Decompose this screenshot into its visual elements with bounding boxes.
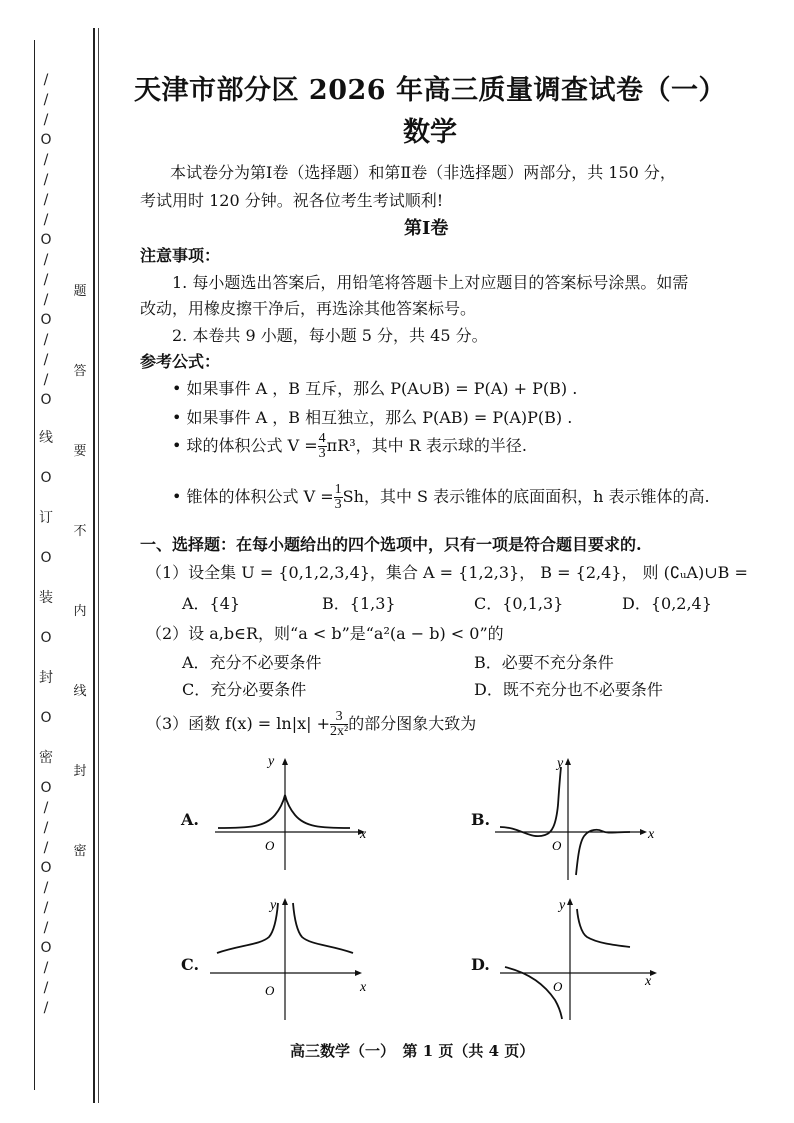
intro-line-1: 本试卷分为第Ⅰ卷（选择题）和第Ⅱ卷（非选择题）两部分，共 150 分， <box>170 163 676 182</box>
strip-label-feng: 封 <box>39 670 53 686</box>
formula-4: • 锥体的体积公式 V = $\frac{1}{3}$ Sh，其中 S 表示锥体的底面面积，h 表示锥体的高. <box>172 482 710 512</box>
q3-graph-a <box>210 755 370 875</box>
notes-item-1-line-1: 1. 每小题选出答案后，用铅笔将答题卡上对应题目的答案标号涂黑。如需 <box>172 273 689 292</box>
binding-strip-marks: / / / O / / / / O / / / O / / / O 线 O 订 O 装 O 封 O 密 O / / / O / / / O / / / <box>36 70 56 1060</box>
exam-title: 天津市部分区 2026 年高三质量调查试卷（一） <box>134 75 726 106</box>
page-footer: 高三数学（一） 第 1 页（共 4 页） <box>290 1042 535 1060</box>
axis-x-label: x <box>360 827 367 842</box>
q3-label-a: A. <box>181 810 199 829</box>
strip-label-mi: 密 <box>39 750 53 766</box>
svg-text:y: y <box>559 898 566 913</box>
q2-option-c: C．充分必要条件 <box>182 680 307 699</box>
binding-line-inner <box>93 28 95 1103</box>
fraction-3-2x2: $\frac{3}{\text{2x²}}$ <box>330 709 349 739</box>
svg-text:O: O <box>552 838 562 853</box>
svg-text:y: y <box>557 756 564 771</box>
formula-3: • 球的体积公式 V = $\frac{4}{3}$ πR³，其中 R 表示球的半径. <box>172 431 527 461</box>
formula-2: • 如果事件 A ，B 相互独立，那么 P(AB) = P(A)P(B) . <box>172 408 573 427</box>
q1-option-c: C．{0,1,3} <box>474 594 564 613</box>
svg-text:x: x <box>360 980 367 995</box>
intro-line-2: 考试用时 120 分钟。祝各位考生考试顺利! <box>140 191 444 210</box>
q3-label-d: D. <box>471 955 490 974</box>
section-1-heading: 一、选择题：在每小题给出的四个选项中，只有一项是符合题目要求的. <box>140 535 642 554</box>
q2-option-a: A．充分不必要条件 <box>182 653 322 672</box>
q1-option-a: A．{4} <box>182 594 241 613</box>
q2-option-b: B．必要不充分条件 <box>474 653 614 672</box>
q1-option-d: D．{0,2,4} <box>622 594 712 613</box>
q3-stem: （3）函数 f(x) = ln|x| + $\frac{3}{\text{2x²}}$ 的部分图象大致为 <box>146 709 477 739</box>
strip-label-xian: 线 <box>39 430 53 446</box>
strip-label-zhuang: 装 <box>39 590 53 606</box>
binding-line-outer <box>34 40 35 1090</box>
formula-1: • 如果事件 A ，B 互斥，那么 P(A∪B) = P(A) + P(B) . <box>172 379 578 398</box>
formulas-heading: 参考公式： <box>140 352 221 371</box>
volume-title: 第Ⅰ卷 <box>404 218 449 239</box>
svg-text:O: O <box>553 979 563 994</box>
fraction-4-3: $\frac{4}{3}$ <box>318 431 326 461</box>
svg-text:x: x <box>645 974 652 989</box>
strip-label-ding: 订 <box>39 510 53 526</box>
notes-heading: 注意事项： <box>140 246 221 265</box>
q3-graph-d <box>495 895 665 1025</box>
q1-option-b: B．{1,3} <box>322 594 396 613</box>
binding-warning-text: 题 答 要 不 内 线 封 密 <box>73 284 87 859</box>
svg-text:x: x <box>648 827 655 842</box>
notes-item-2: 2. 本卷共 9 小题，每小题 5 分，共 45 分。 <box>172 326 488 345</box>
q2-option-d: D．既不充分也不必要条件 <box>474 680 663 699</box>
fraction-1-3: $\frac{1}{3}$ <box>334 482 342 512</box>
notes-item-1-line-2: 改动，用橡皮擦干净后，再选涂其他答案标号。 <box>140 299 477 318</box>
svg-text:y: y <box>270 898 277 913</box>
axis-y-label: y <box>268 755 275 769</box>
q3-graph-b <box>490 755 660 885</box>
binding-line-mid <box>98 28 99 1103</box>
q3-label-c: C. <box>181 955 200 974</box>
subject-title: 数学 <box>403 117 457 148</box>
svg-text:O: O <box>265 983 275 998</box>
origin-label: O <box>265 838 275 853</box>
q1-stem: （1）设全集 U = {0,1,2,3,4}，集合 A = {1,2,3}， B = {2,4}， 则 (∁ᵤA)∪B = <box>146 563 748 582</box>
q2-stem: （2）设 a,b∈R，则“a < b”是“a²(a − b) < 0”的 <box>146 624 504 643</box>
q3-label-b: B. <box>471 810 491 829</box>
q3-graph-c <box>205 895 370 1025</box>
